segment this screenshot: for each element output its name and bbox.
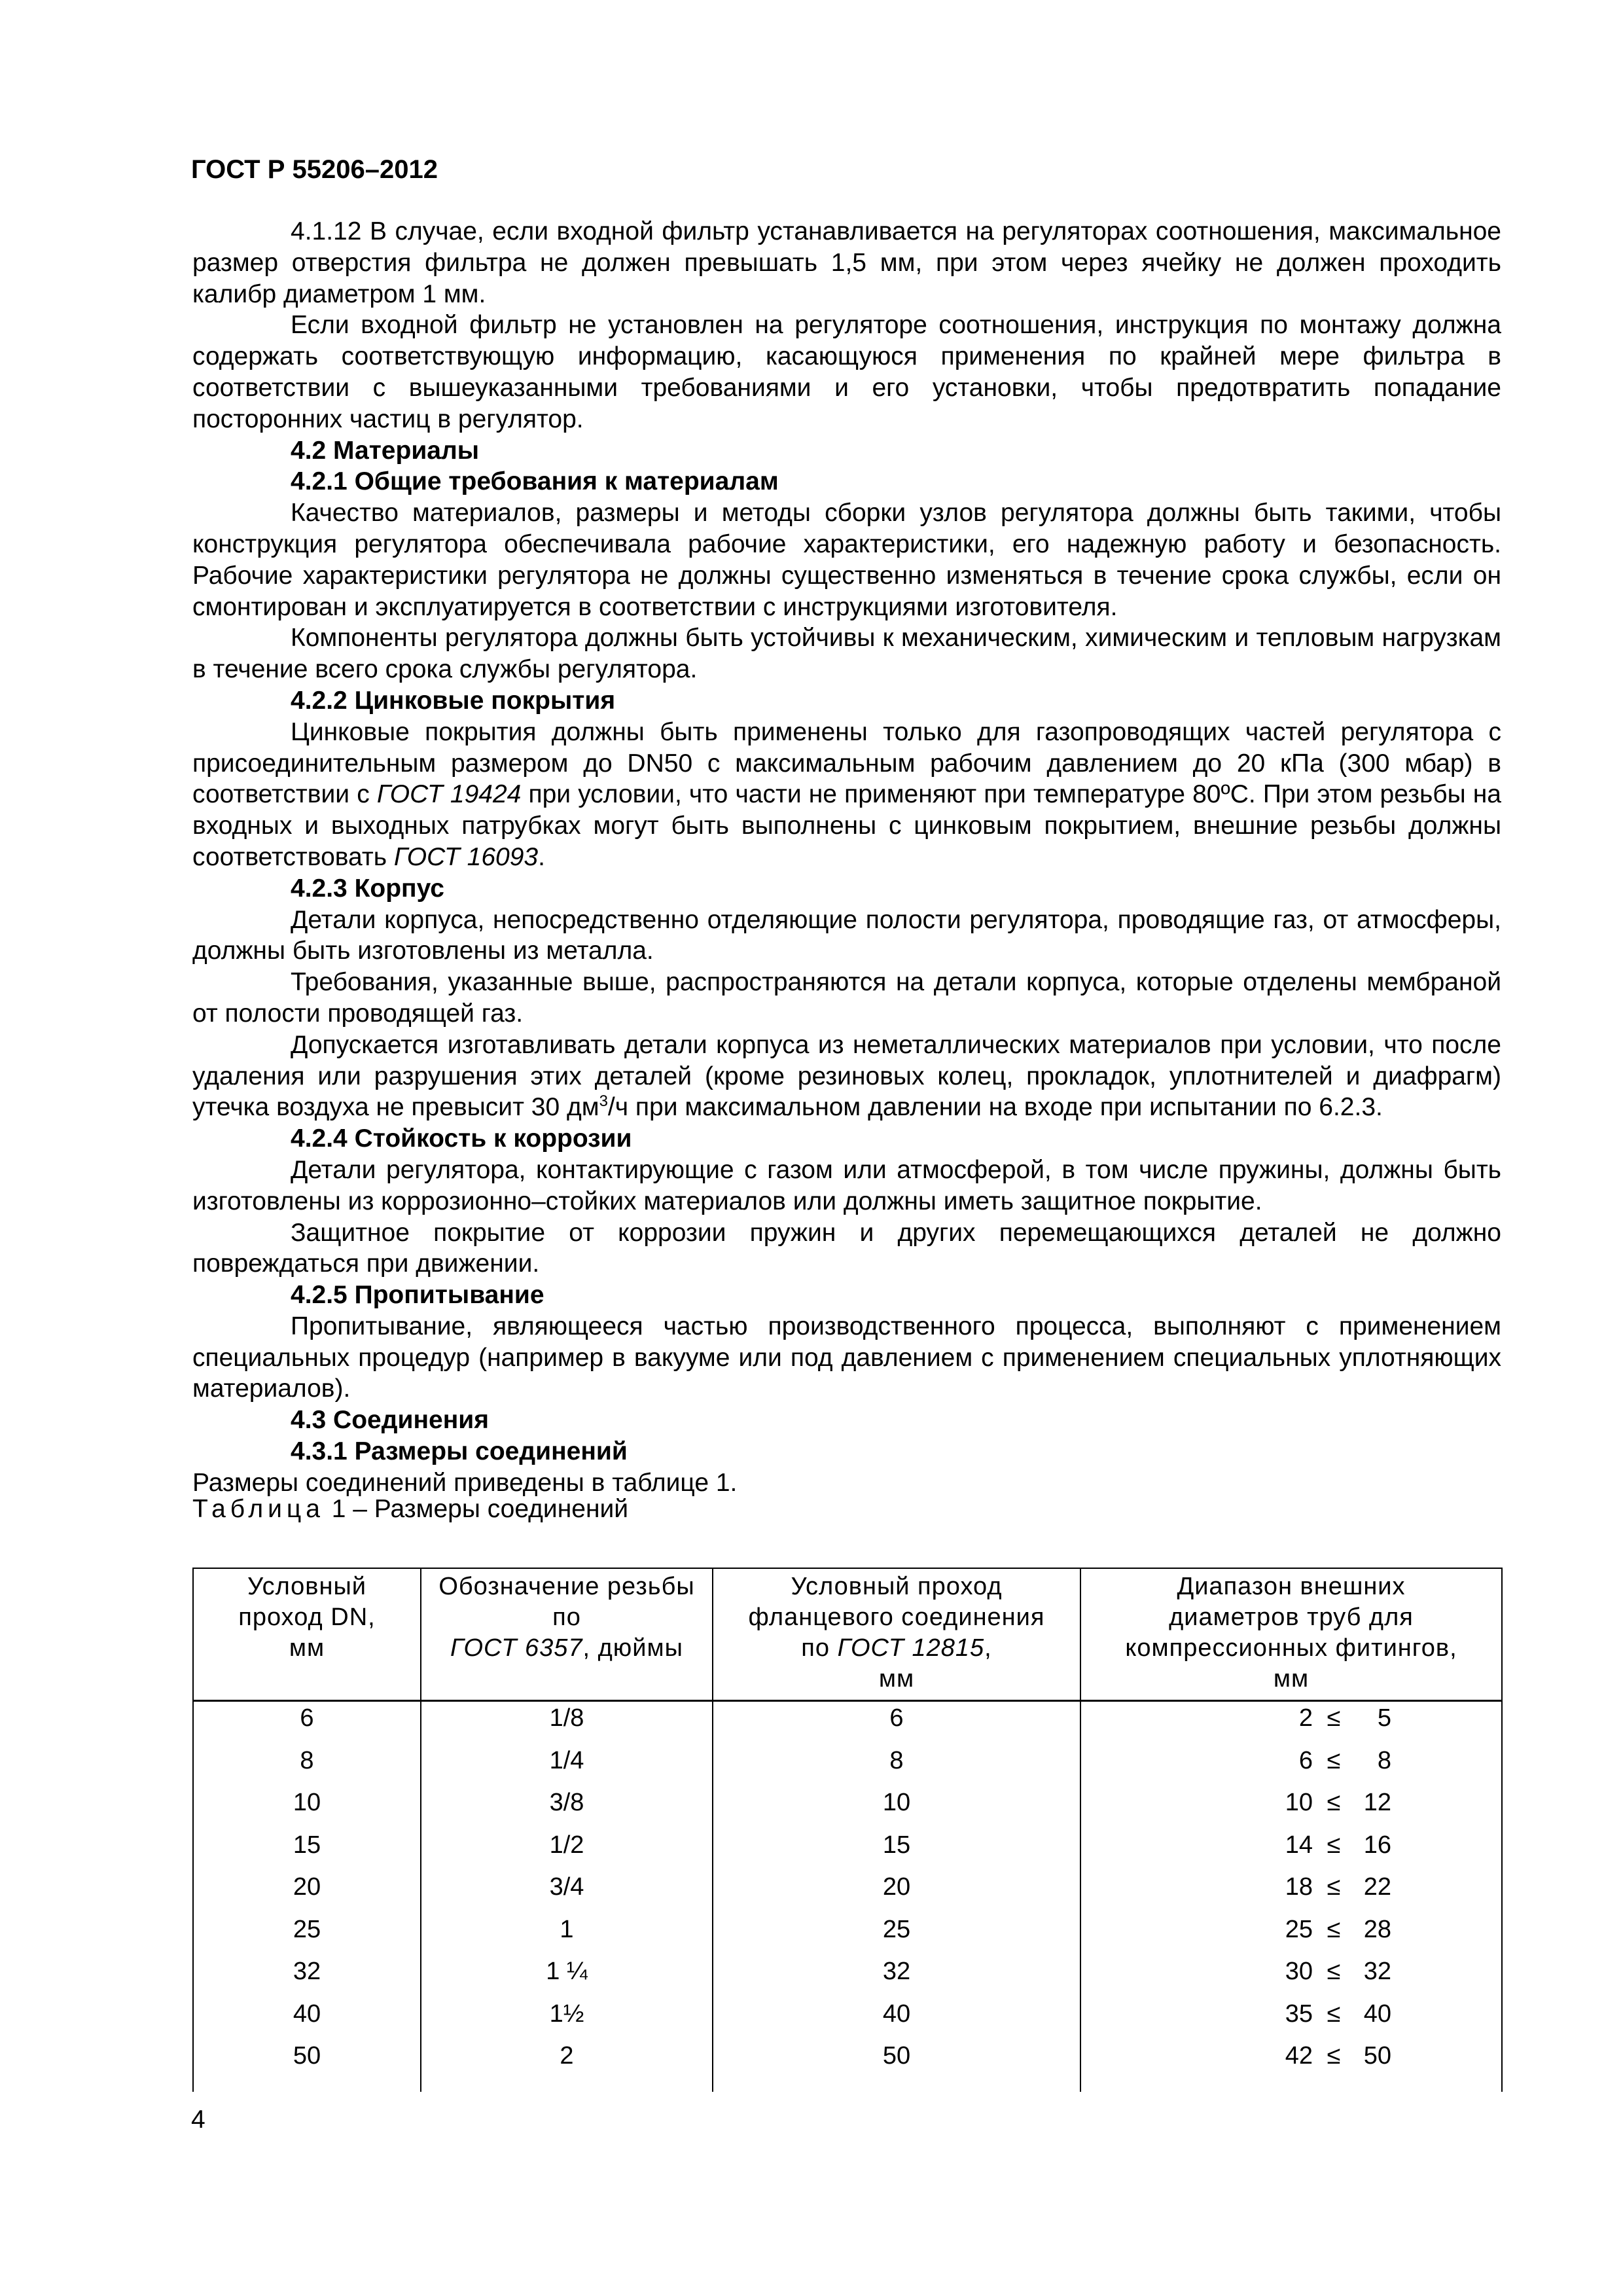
heading-4-2-1: 4.2.1 Общие требования к материалам <box>291 467 779 496</box>
ref-gost-6357: ГОСТ 6357 <box>450 1634 583 1662</box>
cell-range <box>1080 1998 1502 2040</box>
nonmetal-text-a: Допускается изготавливать детали корпуса из неметаллических материалов при условии, что после удаления или разрушения этих деталей (кроме резиновых колец, прокладок, уплотнителей и диафрагм) утечка воздуха не превысит 30 дм <box>192 1030 1501 1122</box>
range-min: 14 <box>1285 1831 1313 1859</box>
body-text <box>192 216 1501 1524</box>
cell-flange: 15 <box>713 1829 1080 1871</box>
cell-flange: 6 <box>713 1701 1080 1744</box>
table-row <box>193 1871 1502 1913</box>
connection-sizes-table <box>192 1568 1503 2092</box>
table-row <box>193 1744 1502 1787</box>
superscript-3: 3 <box>599 1092 608 1111</box>
range-max: 22 <box>1363 1873 1391 1901</box>
paragraph-corrosion-springs: Защитное покрытие от коррозии пружин и других перемещающихся деталей не должно повреждаться при движении. <box>192 1218 1501 1278</box>
cell-thread: 1/2 <box>421 1829 713 1871</box>
le-sign: ≤ <box>1327 1958 1341 1985</box>
heading-4-2-4: 4.2.4 Стойкость к коррозии <box>291 1124 632 1153</box>
le-sign: ≤ <box>1327 1789 1341 1816</box>
table-row <box>193 1913 1502 1956</box>
cell-thread: 2 <box>421 2039 713 2092</box>
paragraph-body-nonmetal <box>192 1030 1501 1123</box>
range-max: 8 <box>1377 1746 1391 1774</box>
cell-dn: 50 <box>193 2039 421 2092</box>
paragraph-body-membrane: Требования, указанные выше, распространяются на детали корпуса, которые отделены мембраной от полости проводящей газ. <box>192 968 1501 1028</box>
nonmetal-text-b: /ч при максимальном давлении на входе при испытании по 6.2.3. <box>607 1093 1383 1122</box>
heading-4-2-3: 4.2.3 Корпус <box>291 874 444 903</box>
range-min: 2 <box>1298 1704 1313 1732</box>
ref-gost-16093: ГОСТ 16093 <box>393 842 539 871</box>
cell-thread: 1 ¼ <box>421 1955 713 1998</box>
le-sign: ≤ <box>1327 1746 1341 1774</box>
table-row <box>193 1829 1502 1871</box>
paragraph-corrosion-parts: Детали регулятора, контактирующие с газом или атмосферой, в том числе пружины, должны быть изготовлены из коррозионно–стойких материалов или должны иметь защитное покрытие. <box>192 1155 1501 1215</box>
cell-dn: 6 <box>193 1701 421 1744</box>
le-sign: ≤ <box>1327 1831 1341 1859</box>
heading-4-2-5: 4.2.5 Пропитывание <box>291 1281 544 1310</box>
table-caption <box>192 1494 1501 1525</box>
table-row <box>193 1998 1502 2040</box>
range-max: 50 <box>1363 2042 1391 2070</box>
range-min: 30 <box>1285 1958 1313 1985</box>
range-min: 10 <box>1285 1789 1313 1816</box>
cell-dn: 15 <box>193 1829 421 1871</box>
le-sign: ≤ <box>1327 1873 1341 1901</box>
range-min: 18 <box>1285 1873 1313 1901</box>
heading-4-2-2: 4.2.2 Цинковые покрытия <box>291 686 616 715</box>
zinc-text-c: . <box>538 842 545 871</box>
le-sign: ≤ <box>1327 1915 1341 1943</box>
cell-thread: 1/4 <box>421 1744 713 1787</box>
table-caption-rest: 1 – Размеры соединений <box>324 1494 629 1523</box>
cell-dn: 8 <box>193 1744 421 1787</box>
header-pipe-diameter-range: Диапазон внешних диаметров труб для компрессионных фитингов, мм <box>1080 1568 1502 1701</box>
paragraph-filter-instruction: Если входной фильтр не установлен на регуляторе соотношения, инструкция по монтажу должна содержать соответствующую информацию, касающуюся применения по крайней мере фильтра в соответствии с вышеуказанными требованиями и его установки, чтобы предотвратить попадание посторонних частиц в регулятор. <box>192 311 1501 433</box>
cell-dn: 25 <box>193 1913 421 1956</box>
range-max: 5 <box>1377 1704 1391 1732</box>
cell-flange: 10 <box>713 1786 1080 1829</box>
le-sign: ≤ <box>1327 2000 1341 2028</box>
cell-dn: 40 <box>193 1998 421 2040</box>
table-header-row <box>193 1568 1502 1701</box>
paragraph-components-resistance: Компоненты регулятора должны быть устойчивы к механическим, химическим и тепловым нагрузкам в течение всего срока службы регулятора. <box>192 624 1501 684</box>
page-number: 4 <box>191 2106 205 2134</box>
table-caption-word: Таблица <box>192 1494 325 1523</box>
header-thread-designation: Обозначение резьбы по ГОСТ 6357, дюймы <box>421 1568 713 1701</box>
range-max: 16 <box>1363 1831 1391 1859</box>
cell-dn: 20 <box>193 1871 421 1913</box>
le-sign: ≤ <box>1327 2042 1341 2070</box>
heading-4-2: 4.2 Материалы <box>291 436 480 465</box>
ref-gost-12815: ГОСТ 12815 <box>837 1634 985 1662</box>
range-min: 6 <box>1298 1746 1313 1774</box>
cell-dn: 10 <box>193 1786 421 1829</box>
table-row <box>193 1955 1502 1998</box>
range-max: 12 <box>1363 1789 1391 1816</box>
range-min: 25 <box>1285 1915 1313 1943</box>
table-row <box>193 1786 1502 1829</box>
cell-range <box>1080 1829 1502 1871</box>
cell-range <box>1080 1701 1502 1744</box>
cell-flange: 8 <box>713 1744 1080 1787</box>
header-flange-diameter: Условный проход фланцевого соединения по ГОСТ 12815, мм <box>713 1568 1080 1701</box>
zinc-text-b: при условии, что части не применяют при температуре 80ºС. При этом резьбы на входных и выходных патрубках могут быть выполнены с цинковым покрытием, внешние резьбы должны соответствовать <box>192 780 1501 871</box>
paragraph-body-metal: Детали корпуса, непосредственно отделяющие полости регулятора, проводящие газ, от атмосферы, должны быть изготовлены из металла. <box>192 905 1501 965</box>
zinc-text-a: Цинковые покрытия должны быть применены только для газопроводящих частей регулятора с присоединительным размером до DN50 с максимальным рабочим давлением до 20 кПа (300 мбар) в соответствии с <box>192 717 1501 809</box>
cell-range <box>1080 1955 1502 1998</box>
range-min: 35 <box>1285 2000 1313 2028</box>
header-nominal-diameter: Условный проход DN, мм <box>193 1568 421 1701</box>
paragraph-table-reference: Размеры соединений приведены в таблице 1. <box>192 1468 738 1497</box>
cell-flange: 20 <box>713 1871 1080 1913</box>
cell-thread: 1½ <box>421 1998 713 2040</box>
cell-thread: 3/4 <box>421 1871 713 1913</box>
table-row <box>193 1701 1502 1744</box>
paragraph-impregnation: Пропитывание, являющееся частью производственного процесса, выполняют с применением специальных процедур (например в вакууме или под давлением с применением специальных уплотняющих материалов). <box>192 1312 1501 1403</box>
table-row <box>193 2039 1502 2092</box>
cell-thread: 1/8 <box>421 1701 713 1744</box>
cell-dn: 32 <box>193 1955 421 1998</box>
heading-4-3: 4.3 Соединения <box>291 1406 489 1435</box>
paragraph-zinc-coatings <box>192 717 1501 873</box>
cell-thread: 1 <box>421 1913 713 1956</box>
heading-4-3-1: 4.3.1 Размеры соединений <box>291 1437 628 1466</box>
range-max: 32 <box>1363 1958 1391 1985</box>
cell-flange: 32 <box>713 1955 1080 1998</box>
ref-gost-19424: ГОСТ 19424 <box>376 780 522 809</box>
range-max: 28 <box>1363 1915 1391 1943</box>
cell-range <box>1080 1786 1502 1829</box>
paragraph-4-1-12: 4.1.12 В случае, если входной фильтр устанавливается на регуляторах соотношения, максимальное размер отверстия фильтра не должен превышать 1,5 мм, при этом через ячейку не должен проходить калибр диаметром 1 мм. <box>192 217 1501 308</box>
cell-range <box>1080 2039 1502 2092</box>
cell-flange: 50 <box>713 2039 1080 2092</box>
cell-range <box>1080 1913 1502 1956</box>
cell-flange: 40 <box>713 1998 1080 2040</box>
le-sign: ≤ <box>1327 1704 1341 1732</box>
cell-thread: 3/8 <box>421 1786 713 1829</box>
table-body <box>193 1701 1502 2092</box>
range-min: 42 <box>1285 2042 1313 2070</box>
cell-flange: 25 <box>713 1913 1080 1956</box>
paragraph-materials-quality: Качество материалов, размеры и методы сборки узлов регулятора должны быть такими, чтобы конструкция регулятора обеспечивала рабочие характеристики, его надежную работу и безопасность. Рабочие характеристики регулятора не должны существенно изменяться в течение срока службы, если он смонтирован и эксплуатируется в соответствии с инструкциями изготовителя. <box>192 499 1501 621</box>
cell-range <box>1080 1744 1502 1787</box>
cell-range <box>1080 1871 1502 1913</box>
range-max: 40 <box>1363 2000 1391 2028</box>
document-header: ГОСТ Р 55206–2012 <box>191 155 438 184</box>
